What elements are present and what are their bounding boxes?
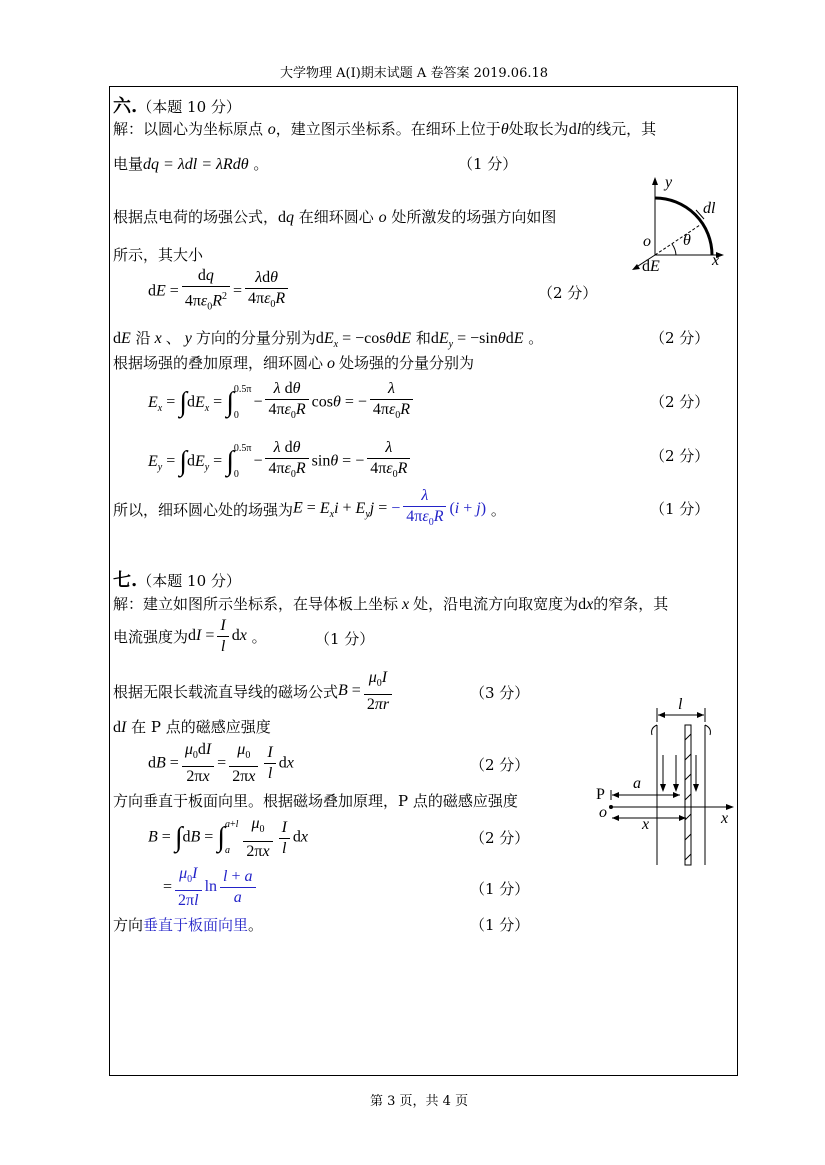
page-footer: 第 3 页，共 4 页 [370, 1094, 469, 1109]
q6-line6: 根据场强的叠加原理，细环圆心 o 处场强的分量分别为 [113, 354, 475, 372]
q7-line2: 电流强度为dI = $\frac{I}{l}$ dx 。 [113, 617, 267, 655]
q7-text: 的窄条，其 [593, 595, 669, 613]
q6-score: （1 分） [458, 155, 518, 173]
q7-line6 [113, 914, 263, 935]
q7-heading [113, 566, 241, 592]
q6-text: 在细环圆心 [298, 208, 374, 226]
q7-line3: 根据无限长载流直导线的磁场公式B = $\frac{\mu_0I}{2\pi r}$ [113, 668, 395, 715]
fig7-x-label: x [642, 816, 650, 833]
q7-text: 在 P 点的磁感应强度 [131, 718, 271, 736]
q6-text: 根据场强的叠加原理，细环圆心 [113, 354, 324, 372]
q7-text: 。 [248, 916, 264, 934]
q6-text: 、 [165, 329, 181, 347]
q6-text: 处场强的分量分别为 [339, 354, 475, 372]
q6-number: 六. [113, 96, 138, 117]
fig6-y-label: y [665, 174, 673, 191]
fig7-l-label: l [678, 696, 683, 713]
fig7-o-label: o [599, 804, 607, 821]
fig6-dE-label: dE [642, 258, 660, 275]
Ey-integral: $E_y = \int dE_y$ = ∫ 0.5π 0 − $\frac{\text{λ dθ}}{4\pi\varepsilon_0R}$ sinθ = − $\frac{\lambda}{4\pi\varepsilon_0R}$ [148, 436, 413, 488]
q6-line7: 所以，细环圆心处的场强为$E = E_xi + E_yj$ = − $\frac{\lambda}{4\pi\varepsilon_0R}$ (i + j) 。 [113, 486, 506, 533]
q6-text: 沿 [135, 329, 151, 347]
fig6-x-label: x [712, 252, 720, 269]
fig6-dl-label: dl [703, 200, 716, 217]
fig7-x-axis-label: x [721, 810, 729, 827]
q7-title: （本题 10 分） [137, 572, 241, 590]
B-result: = $\frac{\mu_0I}{2\pi l}$ ln $\frac{l + a}{a}$ [163, 864, 259, 911]
q7-text: 解：建立如图所示坐标系，在导体板上坐标 [113, 595, 399, 613]
q6-text: 根据点电荷的场强公式， [113, 208, 279, 226]
q7-text: 电流强度为 [113, 628, 189, 646]
B-integral: B = ∫dB = ∫ a+l a $\frac{\mu_0}{2\pi x}$ $\frac{I}{l}$ dx [148, 815, 309, 860]
q6-text: ，建立图示坐标系。在细环上位于 [275, 120, 501, 138]
q7-line4: dI 在 P 点的磁感应强度 [113, 718, 271, 736]
dB-formula: dB = $\frac{\mu_0dI}{2\pi x}$ = $\frac{\mu_0}{2\pi x}$ $\frac{I}{l}$ dx [148, 741, 294, 786]
fig6-o-label: o [643, 233, 651, 250]
q7-score: （1 分） [470, 916, 530, 934]
q7-line5: 方向垂直于板面向里。根据磁场叠加原理，P 点的磁感应强度 [113, 792, 518, 810]
q6-text: 和 [415, 329, 431, 347]
q7-text: 处，沿电流方向取宽度为 [413, 595, 579, 613]
direction-answer: 垂直于板面向里 [143, 916, 249, 934]
page-header: 大学物理 A(I)期末试题 A 卷答案 2019.06.18 [280, 66, 549, 81]
q6-score: （2 分） [538, 284, 598, 302]
q6-text: 所以，细环圆心处的场强为 [113, 501, 294, 520]
q6-heading [113, 92, 241, 118]
q6-score: （2 分） [650, 329, 710, 347]
q6-text: 处取长为 [508, 120, 569, 138]
fig6-theta-label: θ [683, 232, 691, 249]
q7-score: （2 分） [470, 829, 530, 847]
q7-score: （3 分） [470, 684, 530, 702]
q7-score: （1 分） [470, 880, 530, 898]
fig7-a-label: a [633, 775, 641, 792]
field-magnitude-formula: dE = $\frac{dq}{4\pi\varepsilon_0R^2}$ = $\frac{\text{λdθ}}{4\pi\varepsilon_0R}$ [148, 266, 291, 318]
q6-text: 电量 [113, 155, 144, 173]
q6-line4: 所示，其大小 [113, 246, 204, 264]
q6-score: （2 分） [650, 447, 710, 465]
q7-number: 七. [113, 570, 138, 591]
q7-line1: 解：建立如图所示坐标系，在导体板上坐标 x 处，沿电流方向取宽度为dx的窄条，其 [113, 595, 669, 613]
q6-score: （2 分） [650, 393, 710, 411]
q6-line2: 电量dq = λdl = λRdθ 。 [113, 155, 269, 173]
q6-score: （1 分） [650, 500, 710, 518]
q6-text: 方向的分量分别为 [195, 329, 316, 347]
q6-text: 处所激发的场强方向如图 [391, 208, 557, 226]
q7-text: 根据无限长载流直导线的磁场公式 [113, 683, 339, 702]
q6-line1: 解：以圆心为坐标原点 o，建立图示坐标系。在细环上位于θ处取长为dl的线元，其 [113, 120, 657, 138]
Ex-integral: $E_x = \int dE_x$ = ∫ 0.5π 0 − $\frac{\text{λ dθ}}{4\pi\varepsilon_0R}$ cosθ = − $\frac{\lambda}{4\pi\varepsilon_0R}$ [148, 377, 416, 429]
plate-diagram [600, 700, 740, 870]
q7-text: 方向 [113, 916, 144, 934]
q6-title: （本题 10 分） [137, 98, 241, 116]
fig7-P-label: P [596, 786, 605, 803]
q7-score: （1 分） [315, 630, 375, 648]
q6-text: 的线元，其 [581, 120, 657, 138]
q6-text: 解：以圆心为坐标原点 [113, 120, 264, 138]
q6-line3: 根据点电荷的场强公式，dq 在细环圆心 o 处所激发的场强方向如图 [113, 208, 557, 226]
q7-score: （2 分） [470, 756, 530, 774]
charge-equation: dq = λdl = λRdθ [143, 156, 249, 173]
q6-line5: dE 沿 x 、 y 方向的分量分别为$dE_x = -\cos\theta dE$ 和$dE_y = -\sin\theta dE$ 。 [113, 329, 544, 351]
